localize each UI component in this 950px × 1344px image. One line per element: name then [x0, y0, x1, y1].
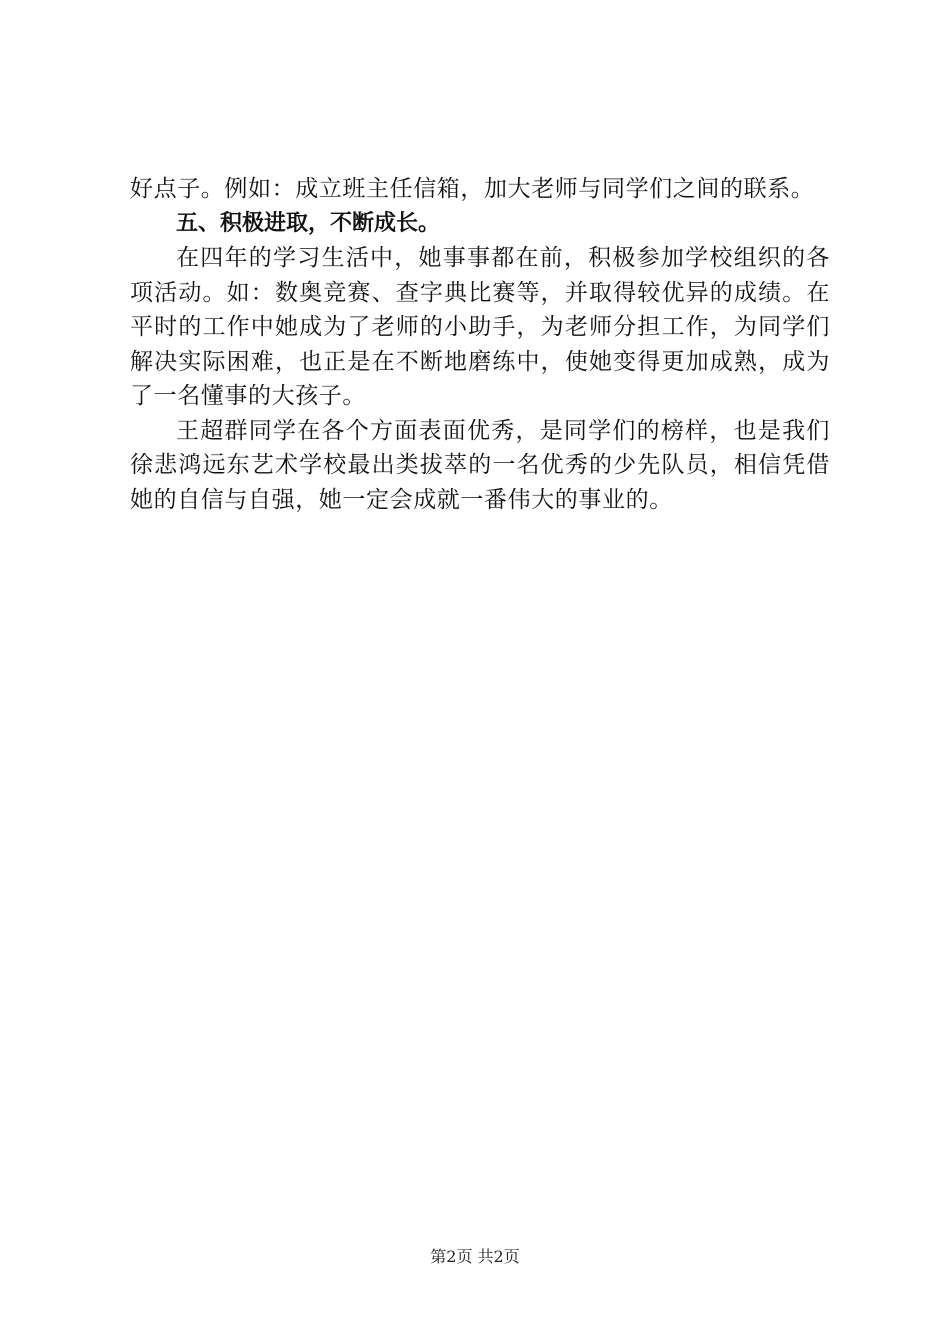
page-number-footer: 第2页 共2页 [430, 1247, 520, 1266]
paragraph-continuation: 好点子。例如：成立班主任信箱，加大老师与同学们之间的联系。 [130, 176, 815, 202]
paragraph-conclusion: 王超群同学在各个方面表面优秀，是同学们的榜样，也是我们徐悲鸿远东艺术学校最出类拔萃的一名优秀的少先队员，相信凭借她的自信与自强，她一定会成就一番伟大的事业的。 [130, 417, 830, 513]
paragraph-activities: 在四年的学习生活中，她事事都在前，积极参加学校组织的各项活动。如：数奥竞赛、查字典比赛等，并取得较优异的成绩。在平时的工作中她成为了老师的小助手，为老师分担工作，为同学们解决实际困难，也正是在不断地磨练中，使她变得更加成熟，成为了一名懂事的大孩子。 [130, 245, 830, 409]
document-body [130, 172, 830, 517]
section-heading: 五、积极进取，不断成长。 [176, 210, 441, 236]
